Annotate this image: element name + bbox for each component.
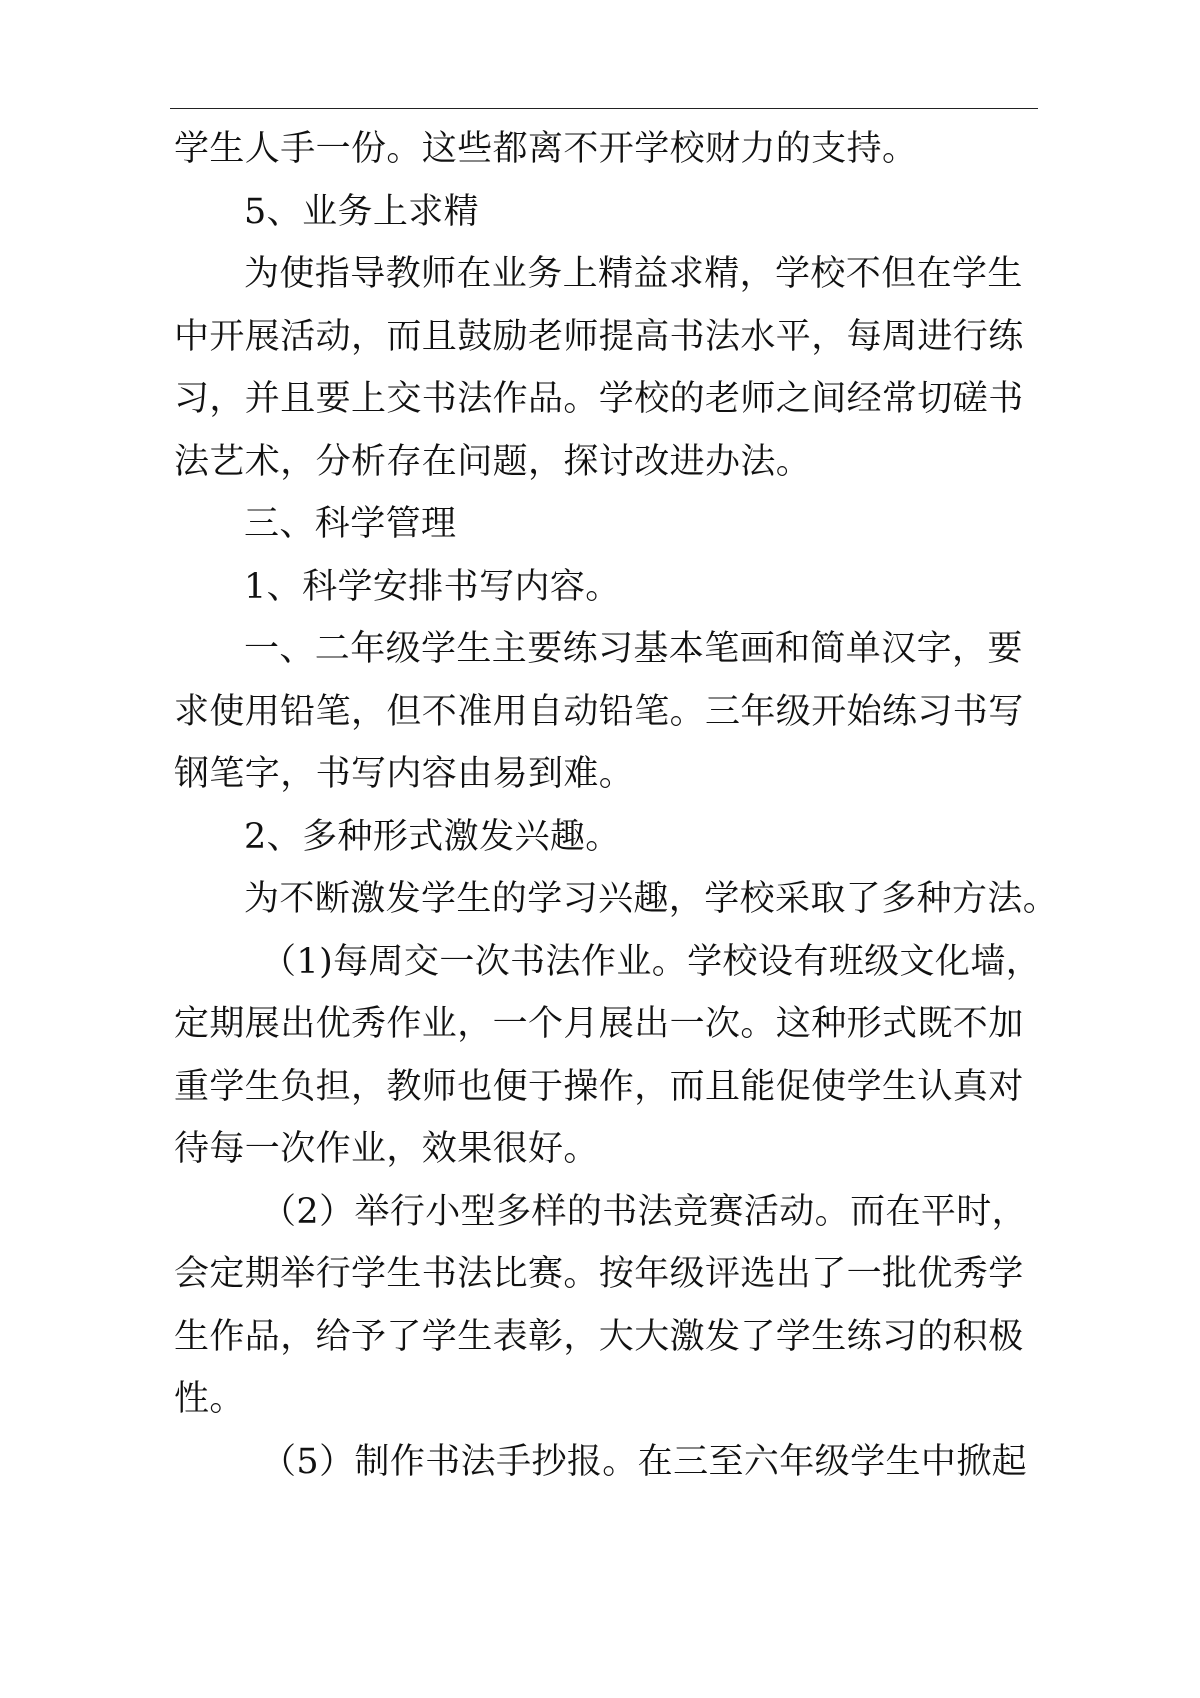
list-item: （5）制作书法手抄报。在三至六年级学生中掀起 — [261, 1441, 1028, 1482]
header-rule — [170, 108, 1038, 109]
text-line: 重学生负担，教师也便于操作，而且能促使学生认真对 — [174, 1066, 1024, 1107]
list-item: （1)每周交一次书法作业。学校设有班级文化墙， — [261, 941, 1042, 982]
text-line: 生作品，给予了学生表彰，大大激发了学生练习的积极 — [174, 1316, 1024, 1357]
section-heading: 1、科学安排书写内容。 — [244, 566, 621, 607]
text-line: 为使指导教师在业务上精益求精，学校不但在学生 — [244, 254, 1023, 294]
text-line: 为不断激发学生的学习兴趣，学校采取了多种方法。 — [244, 879, 1059, 919]
section-heading: 2、多种形式激发兴趣。 — [244, 816, 621, 857]
text-line: 求使用铅笔，但不准用自动铅笔。三年级开始练习书写 — [174, 691, 1024, 732]
text-line: 会定期举行学生书法比赛。按年级评选出了一批优秀学 — [174, 1254, 1024, 1294]
list-item: （2）举行小型多样的书法竞赛活动。而在平时， — [261, 1191, 1028, 1232]
text-line: 中开展活动，而且鼓励老师提高书法水平，每周进行练 — [174, 316, 1024, 357]
section-heading: 5、业务上求精 — [244, 191, 480, 232]
text-line: 习，并且要上交书法作品。学校的老师之间经常切磋书 — [174, 379, 1024, 419]
text-line: 待每一次作业，效果很好。 — [174, 1129, 599, 1169]
text-line: 性。 — [174, 1379, 245, 1419]
body-text — [174, 118, 1059, 1493]
text-line: 学生人手一份。这些都离不开学校财力的支持。 — [174, 129, 918, 169]
text-line: 钢笔字，书写内容由易到难。 — [174, 754, 635, 794]
section-heading: 三、科学管理 — [244, 504, 457, 544]
text-line: 一、二年级学生主要练习基本笔画和简单汉字，要 — [244, 629, 1023, 669]
text-line: 定期展出优秀作业，一个月展出一次。这种形式既不加 — [174, 1004, 1024, 1044]
text-line: 法艺术，分析存在问题，探讨改进办法。 — [174, 441, 812, 482]
